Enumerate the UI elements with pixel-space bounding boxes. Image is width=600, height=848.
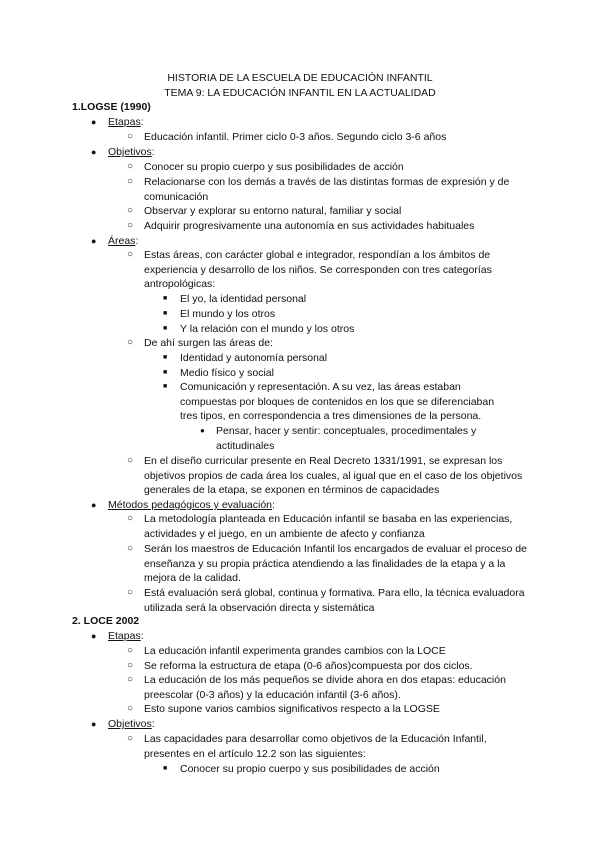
objetivo-item: ○ Relacionarse con los demás a través de las distintas formas de expresión y de comunicación xyxy=(127,176,510,203)
metodo-item: ○ La metodología planteada en Educación infantil se basaba en las experiencias, actividades y el juego, en un ambiente de afecto y confianza xyxy=(127,513,513,540)
etapa-loce-item: ○ Esto supone varios cambios significativos respecto a la LOGSE xyxy=(127,703,440,715)
bullet-square: ■ xyxy=(163,765,168,772)
bullet-circle: ○ xyxy=(127,455,134,466)
bullet-circle: ○ xyxy=(127,513,134,524)
bullet-metodos: ● Métodos pedagógicos y evaluación: xyxy=(91,499,275,511)
bullet-circle: ○ xyxy=(127,249,134,260)
bullet-dot: ● xyxy=(200,426,205,435)
objetivos-label: Objetivos xyxy=(108,718,152,730)
category-item: ■ Y la relación con el mundo y los otros xyxy=(163,323,355,335)
areas-surgen: ○ De ahí surgen las áreas de: xyxy=(127,337,273,349)
metodo-item: ○ Está evaluación será global, continua y formativa. Para ello, la técnica evaluadora utilizada será la observación directa y sistemática xyxy=(127,587,525,614)
areas-intro: ○ Estas áreas, con carácter global e integrador, respondían a los ámbitos de experiencia y desarrollo de los niños. Se corresponden con tres categorías antropológicas: xyxy=(127,249,492,291)
objetivo-item: ○ Adquirir progresivamente una autonomía en sus actividades habituales xyxy=(127,220,475,232)
bullet-circle: ○ xyxy=(127,176,134,187)
bullet-dot: ● xyxy=(91,719,97,729)
bullet-etapas: ● Etapas: xyxy=(91,116,144,128)
bullet-dot: ● xyxy=(91,117,97,127)
bullet-square: ■ xyxy=(163,325,168,332)
bullet-circle: ○ xyxy=(127,543,134,554)
objetivo-item: ○ Observar y explorar su entorno natural, familiar y social xyxy=(127,205,402,217)
area-item: ■ Identidad y autonomía personal xyxy=(163,352,328,364)
objetivos-label: Objetivos xyxy=(108,146,152,158)
area-item: ■ Medio físico y social xyxy=(163,367,274,379)
etapa-loce-item: ○ La educación infantil experimenta grandes cambios con la LOCE xyxy=(127,645,446,657)
bullet-objetivos-loce: ● Objetivos: xyxy=(91,718,155,730)
category-item: ■ El mundo y los otros xyxy=(163,308,276,320)
objetivos-loce-intro: ○ Las capacidades para desarrollar como objetivos de la Educación Infantil, presentes en el artículo 12.2 son las siguientes: xyxy=(127,733,487,760)
bullet-etapas-loce: ● Etapas: xyxy=(91,630,144,642)
areas-label: Áreas xyxy=(108,235,136,247)
bullet-circle: ○ xyxy=(127,131,134,142)
bullet-dot: ● xyxy=(91,631,97,641)
bullet-circle: ○ xyxy=(127,161,134,172)
bullet-dot: ● xyxy=(91,500,97,510)
objetivo-loce-item: ■ Conocer su propio cuerpo y sus posibilidades de acción xyxy=(163,763,440,775)
document-subtitle: TEMA 9: LA EDUCACIÓN INFANTIL EN LA ACTUALIDAD xyxy=(164,87,436,99)
bullet-dot: ● xyxy=(91,147,97,157)
metodo-item: ○ Serán los maestros de Educación Infantil los encargados de evaluar el proceso de enseñanza y su propia práctica atendiendo a las finalidades de la etapa y a la mejora de la calidad. xyxy=(127,543,527,585)
bullet-circle: ○ xyxy=(127,587,134,598)
etapas-label: Etapas xyxy=(108,630,141,642)
bullet-square: ■ xyxy=(163,354,168,361)
bullet-circle: ○ xyxy=(127,660,134,671)
bullet-square: ■ xyxy=(163,383,168,390)
bullet-areas: ● Áreas: xyxy=(91,235,139,247)
etapa-loce-item: ○ La educación de los más pequeños se divide ahora en dos etapas: educación preescolar (0-3 años) y la educación infantil (3-6 años). xyxy=(127,674,506,701)
etapas-label: Etapas xyxy=(108,116,141,128)
etapas-item: ○ Educación infantil. Primer ciclo 0-3 años. Segundo ciclo 3-6 años xyxy=(127,131,447,143)
bullet-dot: ● xyxy=(91,236,97,246)
metodos-label: Métodos pedagógicos y evaluación xyxy=(108,499,273,511)
bullet-square: ■ xyxy=(163,369,168,376)
bullet-circle: ○ xyxy=(127,205,134,216)
bullet-circle: ○ xyxy=(127,674,134,685)
area-item: ■ Comunicación y representación. A su vez, las áreas estaban compuestas por bloques de contenidos en los que se diferenciaban tres tipos, en correspondencia a tres dimensiones de la persona. xyxy=(163,381,495,423)
bullet-circle: ○ xyxy=(127,703,134,714)
bullet-circle: ○ xyxy=(127,337,134,348)
document-title: HISTORIA DE LA ESCUELA DE EDUCACIÓN INFANTIL xyxy=(167,72,433,84)
category-item: ■ El yo, la identidad personal xyxy=(163,293,307,305)
bullet-circle: ○ xyxy=(127,645,134,656)
bullet-square: ■ xyxy=(163,295,168,302)
etapa-loce-item: ○ Se reforma la estructura de etapa (0-6 años)compuesta por dos ciclos. xyxy=(127,660,473,672)
bullet-square: ■ xyxy=(163,310,168,317)
section-heading-loce: 2. LOCE 2002 xyxy=(72,615,140,627)
section-heading-logse: 1.LOGSE (1990) xyxy=(72,101,151,113)
bullet-objetivos: ● Objetivos: xyxy=(91,146,155,158)
objetivo-item: ○ Conocer su propio cuerpo y sus posibilidades de acción xyxy=(127,161,404,173)
bullet-circle: ○ xyxy=(127,733,134,744)
bullet-circle: ○ xyxy=(127,220,134,231)
diseno-item: ○ En el diseño curricular presente en Real Decreto 1331/1991, se expresan los objetivos propios de cada área los cuales, al igual que en el caso de los objetivos generales de la etapa, se exponen en términos de capacidades xyxy=(127,455,523,497)
dimensions-item: ● Pensar, hacer y sentir: conceptuales, procedimentales y actitudinales xyxy=(200,425,477,452)
